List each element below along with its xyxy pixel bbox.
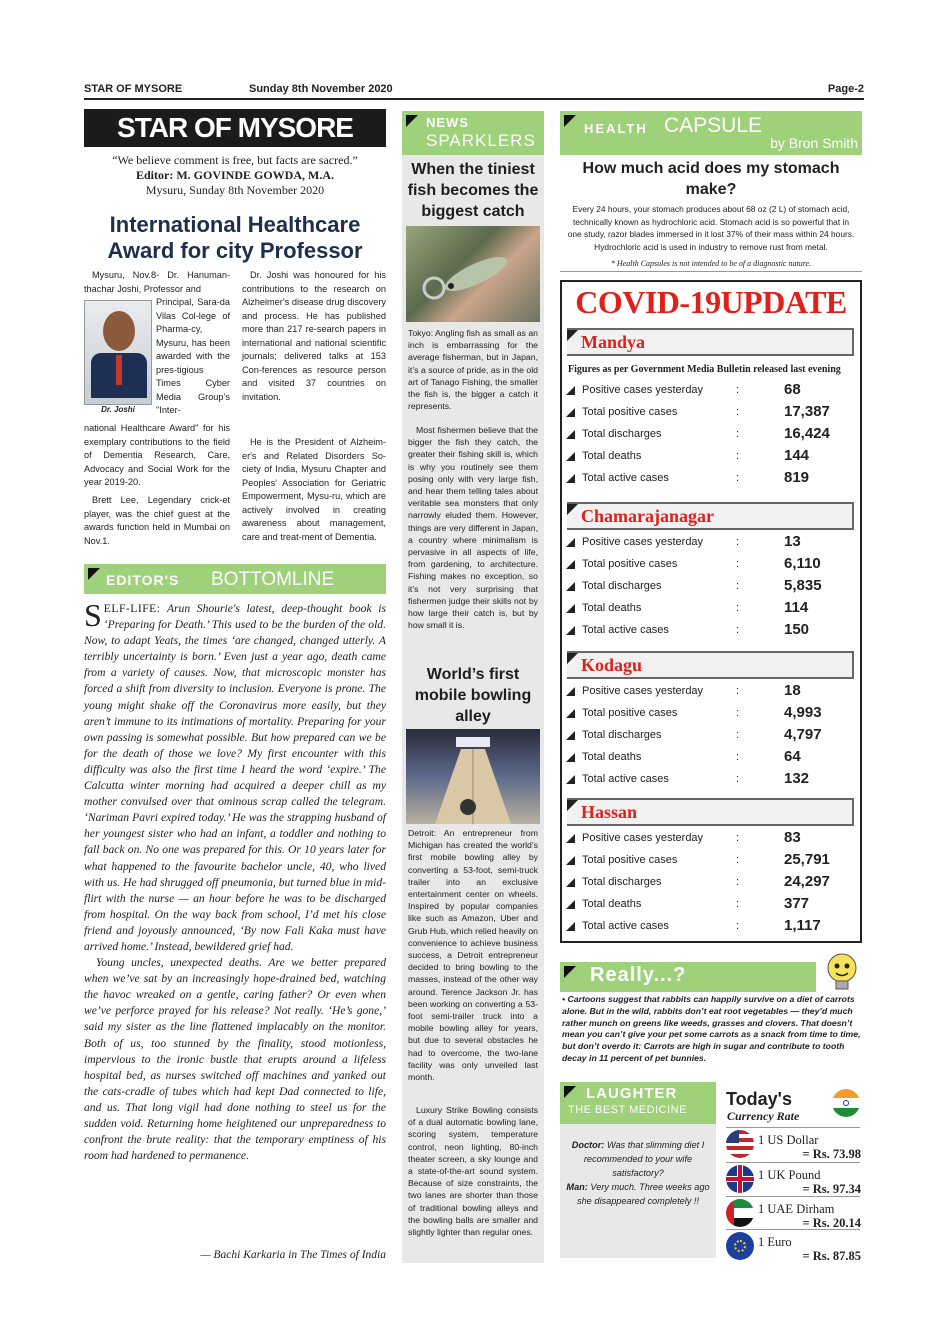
news-text-bowling-2: Luxury Strike Bowling consists of a dual automatic bowling lane, scoring system, temperature control, neon lighting, 80-inch theater screen, a sky lounge and a state-of-the-art sound system. Because of size constraints, the two lanes are shorter than those of traditional bowling alleys and the bowling balls are smaller and slightly lighter than regular ones. (408, 1105, 538, 1238)
editors-label: EDITOR'S (106, 572, 180, 588)
really-label: Really...? (590, 964, 687, 986)
fish-illustration (406, 226, 540, 322)
stat-value: 819 (784, 469, 810, 486)
news-label: NEWS (426, 115, 469, 130)
district-header-kodagu (567, 651, 854, 679)
arrow-icon (566, 775, 575, 784)
arrow-icon (566, 430, 575, 439)
lightbulb-icon (822, 950, 862, 994)
editors-signature: — Bachi Karkaria in The Times of India (200, 1249, 386, 1261)
best-medicine-label: THE BEST MEDICINE (568, 1104, 687, 1116)
stat-colon: : (736, 406, 740, 418)
stat-value: 5,835 (784, 577, 822, 594)
stat-colon: : (736, 624, 740, 636)
lead-headline (84, 212, 386, 264)
stat-value: 13 (784, 533, 801, 550)
arrow-icon (566, 731, 575, 740)
stat-colon: : (736, 536, 740, 548)
stat-label: Total positive cases (582, 854, 678, 866)
stat-value: 64 (784, 748, 801, 765)
stat-label: Total deaths (582, 898, 642, 910)
news-sparklers-bar (402, 111, 544, 155)
stat-colon: : (736, 428, 740, 440)
masthead-logo: STAR OF MYSORE (84, 109, 386, 147)
stat-colon: : (736, 685, 740, 697)
currency-rate: = Rs. 20.14 (802, 1216, 861, 1230)
stat-colon: : (736, 450, 740, 462)
arrow-icon (566, 560, 575, 569)
masthead-dateline: Mysuru, Sunday 8th November 2020 (145, 183, 325, 197)
masthead-editor: Editor: M. GOVINDE GOWDA, M.A. (136, 168, 334, 182)
joke-answer: Very much. Three weeks ago she disappeared completely !! (576, 1182, 710, 1206)
stat-label: Total active cases (582, 773, 669, 785)
stat-colon: : (736, 751, 740, 763)
eu-flag-icon (726, 1232, 754, 1260)
district-header-hassan (567, 798, 854, 826)
covid-stat-row (566, 532, 856, 554)
stat-label: Total deaths (582, 602, 642, 614)
health-disclaimer: * Health Capsules is not intended to be of a diagnostic nature. (610, 259, 812, 268)
stat-colon: : (736, 876, 740, 888)
stat-label: Positive cases yesterday (582, 384, 704, 396)
rate-divider (726, 1196, 860, 1197)
covid-stat-row (566, 468, 856, 490)
joke-man-label: Man: (566, 1182, 588, 1192)
lead-paragraph-2: Brett Lee, Legendary crick-et player, was the chief guest at the awards function held in Mumbai on Nov.1. (84, 495, 230, 546)
covid-stat-row (566, 620, 856, 642)
stat-label: Total active cases (582, 472, 669, 484)
stat-label: Total positive cases (582, 707, 678, 719)
editors-bottomline-bar (84, 564, 386, 594)
district-header-chamarajanagar (567, 502, 854, 530)
currency-name: 1 UK Pound (758, 1168, 821, 1182)
stat-label: Total discharges (582, 428, 662, 440)
stat-value: 377 (784, 895, 810, 912)
rate-divider (726, 1127, 860, 1128)
currency-rate: = Rs. 87.85 (802, 1249, 861, 1263)
lead-paragraph-4: He is the President of Alzheim-er's and Related Disorders So-ciety of India, Mysuru Chapter and Peoples' Association for Geriatric Empowerment, Mysu-ru, which are actively involved in creating awareness about management, care and treat-ment of Dementia. (242, 437, 386, 542)
arrow-icon (566, 626, 575, 635)
arrow-icon (566, 878, 575, 887)
stat-value: 1,117 (784, 917, 821, 934)
stat-label: Total active cases (582, 920, 669, 932)
lead-headline-line-2: Award for city Professor (107, 238, 363, 263)
stat-colon: : (736, 602, 740, 614)
really-text-body: Cartoons suggest that rabbits can happily survive on a diet of carrots alone. But in the wild, rabbits don’t eat root vegetables — they’d much rather munch on greens like weeds, grasses and clovers. That doesn’t mean you can’t give your pet some carrots as a snack from time to time, but don’t overdo it: Carrots are high in sugar and contribute to tooth decay in 11 percent of pet bunnies. (562, 994, 861, 1063)
covid-stat-row (566, 850, 856, 872)
page-header (84, 80, 864, 100)
district-name: Mandya (581, 332, 646, 352)
bowling-alley-photo (406, 729, 540, 824)
laughter-label: LAUGHTER (586, 1085, 678, 1102)
covid-stat-row (566, 576, 856, 598)
covid-stat-row (566, 598, 856, 620)
us-flag-icon (726, 1130, 754, 1158)
rate-divider (726, 1229, 860, 1230)
editors-paragraph-2: Young uncles, unexpected deaths. Are we better prepared when we’ve sat by an increasingly hope-drained bed, watching the havoc wreaked on a gentle, caring father? Or even when we’ve perforce prayed for his release? Not really. ‘He’s gone,’ said my sister as the line flattened implacably on the monitor. Both of us, too stunned by the finality, stood motionless, impervious to the ironic bustle that erupts around a lifeless hospital bed, as nurses switched off machines and yanked out the cats-cradle of tubes which had kept Dad connected to life, and us. That long vigil had done nothing to steel us for the sudden void. Returning home heightened our unpreparedness to confront the brute reality: that the temporary emptiness of his room had hardened to permanence. (84, 956, 386, 1163)
health-text: Every 24 hours, your stomach produces about 68 oz (2 L) of stomach acid, technically known as hydrochloric acid. Stomach acid is so powerful that in one study, razor blades immersed in it lost 37% of their mass within 24 hours. Hydrochloric acid is used in industry to remove rust from metal. (567, 204, 855, 252)
lead-paragraph-1b: Principal, Sara-da Vilas Col-lege of Pharma-cy, Mysuru, has been awarded with the pres-tigious Times Cyber Media Group’s "Inter- (156, 297, 230, 415)
editors-lead-word: ELF-LIFE: (103, 602, 161, 615)
stat-value: 4,993 (784, 704, 822, 721)
covid-stat-row (566, 681, 856, 703)
joke-question: Was that slimming diet I recommended to your wife satisfactory? (583, 1140, 705, 1178)
district-name: Kodagu (581, 655, 643, 675)
news-headline-fish: When the tiniest fish becomes the biggest catch (407, 161, 539, 220)
currency-rate: = Rs. 97.34 (802, 1182, 861, 1196)
health-headline: How much acid does my stomach make? (582, 160, 840, 198)
arrow-icon (566, 834, 575, 843)
covid-stat-row (566, 554, 856, 576)
currency-name: 1 Euro (758, 1235, 792, 1249)
stat-value: 83 (784, 829, 801, 846)
lead-paragraph-1a: Mysuru, Nov.8- Dr. Hanuman-thachar Joshi, Professor and (84, 270, 230, 294)
currency-name: 1 UAE Dirham (758, 1202, 835, 1216)
news-headline-bowling: World’s first mobile bowling alley (414, 666, 532, 725)
stat-colon: : (736, 384, 740, 396)
header-paper-name: STAR OF MYSORE (84, 83, 183, 95)
health-divider (560, 271, 862, 272)
arrow-icon (566, 386, 575, 395)
covid-title: COVID-19UPDATE (575, 284, 847, 320)
stat-label: Total discharges (582, 729, 662, 741)
capsule-label: CAPSULE (664, 114, 763, 137)
uk-flag-icon (726, 1165, 754, 1193)
arrow-icon (566, 922, 575, 931)
stat-colon: : (736, 898, 740, 910)
sparklers-label: SPARKLERS (426, 131, 536, 150)
covid-stat-row (566, 769, 856, 791)
stat-colon: : (736, 832, 740, 844)
covid-stat-row (566, 828, 856, 850)
health-byline: by Bron Smith (770, 135, 858, 151)
health-capsule-bar (560, 111, 862, 155)
stat-label: Total deaths (582, 751, 642, 763)
dr-joshi-photo (84, 300, 152, 405)
stat-value: 6,110 (784, 555, 821, 572)
stat-label: Total discharges (582, 876, 662, 888)
header-page-number: Page-2 (827, 83, 864, 95)
joke-doctor-label: Doctor: (571, 1140, 605, 1150)
district-name: Hassan (581, 802, 638, 822)
uae-flag-icon (726, 1199, 754, 1227)
stat-colon: : (736, 580, 740, 592)
covid-stat-row (566, 703, 856, 725)
stat-colon: : (736, 854, 740, 866)
arrow-icon (566, 900, 575, 909)
arrow-icon (566, 474, 575, 483)
covid-stat-row (566, 380, 856, 402)
covid-stat-row (566, 916, 856, 938)
stat-label: Positive cases yesterday (582, 832, 704, 844)
arrow-icon (566, 753, 575, 762)
photo-caption: Dr. Joshi (101, 405, 135, 414)
stat-value: 25,791 (784, 851, 830, 868)
covid-stat-row (566, 446, 856, 468)
stat-colon: : (736, 729, 740, 741)
stat-value: 132 (784, 770, 810, 787)
stat-label: Positive cases yesterday (582, 536, 704, 548)
stat-label: Total positive cases (582, 406, 678, 418)
currency-name: 1 US Dollar (758, 1133, 819, 1147)
covid-figures-note: Figures as per Government Media Bulletin released last evening (568, 364, 841, 375)
arrow-icon (566, 408, 575, 417)
arrow-icon (566, 582, 575, 591)
stat-value: 68 (784, 381, 801, 398)
stat-value: 150 (784, 621, 810, 638)
stat-value: 144 (784, 447, 810, 464)
currency-rate: = Rs. 73.98 (802, 1147, 861, 1161)
covid-stat-row (566, 424, 856, 446)
stat-colon: : (736, 773, 740, 785)
laughter-bar (560, 1082, 716, 1124)
arrow-icon (566, 687, 575, 696)
bowling-lane-illustration (406, 729, 540, 824)
covid-stat-row (566, 747, 856, 769)
arrow-icon (566, 709, 575, 718)
stat-label: Positive cases yesterday (582, 685, 704, 697)
covid-stat-row (566, 894, 856, 916)
stat-value: 114 (784, 599, 809, 616)
covid-stat-row (566, 402, 856, 424)
really-bar (560, 962, 816, 992)
rate-divider (726, 1162, 860, 1163)
masthead-motto: “We believe comment is free, but facts are sacred.” (112, 153, 358, 167)
india-flag-icon (832, 1089, 860, 1117)
rates-title: Today's (726, 1089, 792, 1109)
stat-value: 16,424 (784, 425, 830, 442)
news-text-fish-2: Most fishermen believe that the bigger the fish they catch, the greater their fishing skill is, which is why you routinely see them posing only with very large fish, and hear them telling tales about veritable sea monsters that only narrowly eluded them. However, things are very different in Japan, a country where minimalism is pervasive in all aspects of life, from gardening, to architecture. Fishing makes no exception, so it’s not very surprising that fishermen judge their skills not by how large their catch is, but by how small it is. (408, 425, 538, 631)
stat-value: 18 (784, 682, 801, 699)
arrow-icon (566, 452, 575, 461)
arrow-icon (566, 604, 575, 613)
fish-photo (406, 226, 540, 322)
stat-value: 4,797 (784, 726, 822, 743)
covid-stat-row (566, 725, 856, 747)
district-name: Chamarajanagar (581, 506, 714, 526)
arrow-icon (566, 538, 575, 547)
news-text-bowling-1: Detroit: An entrepreneur from Michigan has created the world’s first mobile bowling alley by converting a 53-foot, semi-truck trailer into an exclusive entertainment center on wheels. Inspired by popular companies like such as Amazon, Uber and Grub Hub, which relied heavily on convenience to achieve business success, a Detroit entrepreneur decided to bring bowling to the masses, instead of the other way around. Terence Jackson Jr. has been working on converting a 53-foot semi-trailer truck into a mobile bowling alley for years, but due to several obstacles he had to overcome, the two-lane facility was only unveiled last month. (408, 828, 538, 1083)
stat-label: Total positive cases (582, 558, 678, 570)
stat-colon: : (736, 472, 740, 484)
arrow-icon (566, 856, 575, 865)
stat-colon: : (736, 920, 740, 932)
masthead-info (84, 153, 386, 198)
laughter-joke (566, 1138, 710, 1208)
stat-colon: : (736, 558, 740, 570)
health-label: HEALTH (584, 121, 648, 136)
lead-paragraph-3: Dr. Joshi was honoured for his contributions to the research on Alzheimer's disease drug discovery and process. He has published more than 217 re-search papers in international and national scientific journals; delivered talks at 153 Con-ferences as resource person and visited 37 countries on invitation. (242, 270, 386, 402)
covid-stat-row (566, 872, 856, 894)
news-text-fish-1: Tokyo: Angling fish as small as an inch is embarrassing for the average fisherman, but in Japan, it’s a source of pride, as in the old art of Tanago Fishing, the smaller the fish is, the bigger a catch it represents. (408, 328, 538, 412)
stat-label: Total deaths (582, 450, 642, 462)
stat-label: Total active cases (582, 624, 669, 636)
rates-subtitle: Currency Rate (727, 1109, 800, 1123)
district-header-mandya (567, 328, 854, 356)
stat-value: 17,387 (784, 403, 830, 420)
drop-cap: S (84, 597, 102, 633)
stat-value: 24,297 (784, 873, 830, 890)
lead-headline-line-1: International Healthcare (109, 212, 361, 237)
lead-paragraph-1c: national Healthcare Award" for his exemplary contributions to the field of Dementia Research, Care, Advocacy and Social Work for the year 2019-20. (84, 423, 230, 487)
really-text: • Cartoons suggest that rabbits can happily survive on a diet of carrots alone. But in the wild, rabbits don’t eat root vegetables — they’d much rather munch on greens like weeds, grasses and clovers. That doesn’t mean you can’t give your pet some carrots as a snack from time to time, but don’t overdo it: Carrots are high in sugar and contribute to tooth decay in 11 percent of pet bunnies. (562, 994, 861, 1063)
editors-column-text (84, 597, 386, 1164)
stat-colon: : (736, 707, 740, 719)
bottomline-label: BOTTOMLINE (211, 569, 335, 590)
header-date: Sunday 8th November 2020 (249, 83, 393, 95)
stat-label: Total discharges (582, 580, 662, 592)
editors-paragraph-1: Arun Shourie's latest, deep-thought book is ‘Preparing for Death.’ This used to be the burden of the old. Now, to adapt Yeats, the times ‘are changed, changed utterly. A terribly uncertainty is born.’ Even just a year ago, death came from a variety of causes. Now, that microscopic monster has forced a shift from diversity to inclusion. Everyone is prone. The young might shake off the Coronavirus more easily, but they aren’t immune to its intimations of mortality. Preparing for your own passing is somewhat possible. But how prepared can we be for the death of those we love? My first encounter with this difficulty was also the first time I heard the word ‘expire.’ The Calcutta winter morning had acquired a deeper chill as my mother convulsed over that ominous scrap called the telegram. ‘Nariman Pavri expired today.’ He was the strapping husband of her youngest sister who had an infant, a toddler and nothing to fall back on. No one was prepared for this. Or 10 years later for what happened to the favourite bachelor uncle, 40, who lived with us. He had shrugged off pneumonia, but turned blue in mid-flirt with the nurse — an hour before he was to be discharged from hospital. On the way back from school, I’d met his close friend and joyously announced, ‘By now Fali Kaka must have arrived home.’ Instead, bewildered grief had. (84, 602, 386, 953)
